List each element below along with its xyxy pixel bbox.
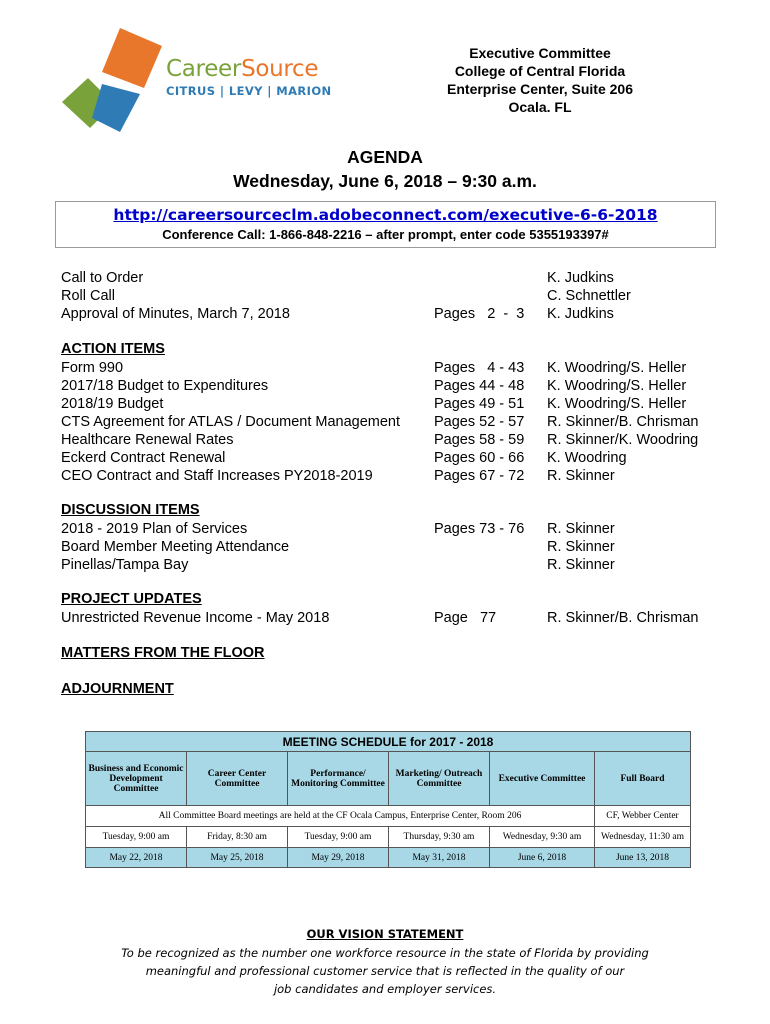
schedule-time-cell: Thursday, 9:30 am bbox=[389, 827, 490, 848]
schedule-time-cell: Wednesday, 11:30 am bbox=[595, 827, 691, 848]
agenda-item: Healthcare Renewal Rates bbox=[61, 432, 234, 448]
agenda-presenter: K. Woodring/S. Heller bbox=[547, 396, 687, 412]
agenda-presenter: R. Skinner/B. Chrisman bbox=[547, 414, 699, 430]
agenda-presenter: K. Judkins bbox=[547, 270, 614, 286]
agenda-presenter: R. Skinner bbox=[547, 521, 615, 537]
vision-line-2: meaningful and professional customer service that is reflected in the quality of our bbox=[145, 964, 625, 978]
agenda-row bbox=[0, 287, 770, 305]
agenda-row bbox=[0, 449, 770, 467]
agenda-presenter: K. Judkins bbox=[547, 306, 614, 322]
logo-text bbox=[166, 56, 332, 98]
schedule-date-cell: May 31, 2018 bbox=[389, 848, 490, 868]
agenda-presenter: R. Skinner bbox=[547, 539, 615, 555]
agenda-row bbox=[0, 305, 770, 323]
schedule-header-cell: Full Board bbox=[595, 752, 691, 806]
agenda-item: Board Member Meeting Attendance bbox=[61, 539, 290, 555]
agenda-pages: Pages 73 - 76 bbox=[434, 521, 525, 537]
agenda-item: Eckerd Contract Renewal bbox=[61, 450, 226, 466]
agenda-item: 2017/18 Budget to Expenditures bbox=[61, 378, 269, 394]
agenda-pages: Pages 67 - 72 bbox=[434, 468, 525, 484]
agenda-item: Roll Call bbox=[61, 288, 115, 304]
agenda-item: Approval of Minutes, March 7, 2018 bbox=[61, 306, 290, 322]
schedule-board-location: CF, Webber Center bbox=[595, 806, 691, 827]
meeting-schedule-table bbox=[85, 731, 691, 868]
schedule-location-note: All Committee Board meetings are held at the CF Ocala Campus, Enterprise Center, Room 206 bbox=[86, 806, 595, 827]
agenda-row bbox=[0, 269, 770, 287]
agenda-presenter: K. Woodring/S. Heller bbox=[547, 378, 687, 394]
agenda-date: Wednesday, June 6, 2018 – 9:30 a.m. bbox=[233, 171, 537, 191]
header-line-2: College of Central Florida bbox=[454, 63, 626, 79]
agenda-pages: Pages 58 - 59 bbox=[434, 432, 525, 448]
agenda-presenter: R. Skinner/B. Chrisman bbox=[547, 610, 699, 626]
agenda-item: 2018/19 Budget bbox=[61, 396, 164, 412]
logo-brand bbox=[166, 56, 332, 82]
header-line-3: Enterprise Center, Suite 206 bbox=[447, 81, 633, 97]
agenda-item: Form 990 bbox=[61, 360, 124, 376]
project-updates-heading: PROJECT UPDATES bbox=[61, 591, 202, 607]
agenda-row bbox=[0, 413, 770, 431]
vision-line-3: job candidates and employer services. bbox=[273, 982, 497, 996]
schedule-date-cell: May 22, 2018 bbox=[86, 848, 187, 868]
logo-brand-career: Career bbox=[166, 56, 242, 82]
agenda-presenter: R. Skinner/K. Woodring bbox=[547, 432, 699, 448]
conference-call-info: Conference Call: 1-866-848-2216 – after prompt, enter code 5355193397# bbox=[162, 227, 609, 242]
agenda-item: CEO Contract and Staff Increases PY2018-2019 bbox=[61, 468, 373, 484]
schedule-date-cell: May 25, 2018 bbox=[187, 848, 288, 868]
matters-from-floor-heading: MATTERS FROM THE FLOOR bbox=[61, 645, 265, 661]
agenda-title: AGENDA bbox=[347, 147, 423, 167]
schedule-date-cell: May 29, 2018 bbox=[288, 848, 389, 868]
action-items-heading: ACTION ITEMS bbox=[61, 341, 165, 357]
agenda-presenter: K. Woodring bbox=[547, 450, 627, 466]
schedule-time-cell: Tuesday, 9:00 am bbox=[288, 827, 389, 848]
agenda-pages: Pages 2 - 3 bbox=[434, 306, 525, 322]
meeting-link-box bbox=[55, 201, 716, 248]
agenda-item: Pinellas/Tampa Bay bbox=[61, 557, 189, 573]
meeting-header bbox=[410, 44, 670, 116]
header-line-1: Executive Committee bbox=[469, 45, 611, 61]
adobe-connect-link[interactable]: http://careersourceclm.adobeconnect.com/executive-6-6-2018 bbox=[113, 206, 658, 224]
agenda-presenter: K. Woodring/S. Heller bbox=[547, 360, 687, 376]
agenda-presenter: R. Skinner bbox=[547, 557, 615, 573]
logo-mark-icon bbox=[62, 28, 172, 133]
logo bbox=[62, 28, 352, 133]
agenda-row bbox=[0, 538, 770, 556]
agenda-pages: Pages 49 - 51 bbox=[434, 396, 525, 412]
schedule-header-cell: Marketing/ Outreach Committee bbox=[389, 752, 490, 806]
agenda-row bbox=[0, 467, 770, 485]
adjournment-heading: ADJOURNMENT bbox=[61, 681, 174, 697]
agenda-pages: Pages 44 - 48 bbox=[434, 378, 525, 394]
agenda-item: 2018 - 2019 Plan of Services bbox=[61, 521, 248, 537]
agenda-pages: Page 77 bbox=[434, 610, 497, 626]
schedule-time-cell: Friday, 8:30 am bbox=[187, 827, 288, 848]
agenda-pages: Pages 4 - 43 bbox=[434, 360, 525, 376]
agenda-item: CTS Agreement for ATLAS / Document Management bbox=[61, 414, 401, 430]
agenda-pages: Pages 52 - 57 bbox=[434, 414, 525, 430]
schedule-header-cell: Career Center Committee bbox=[187, 752, 288, 806]
vision-text bbox=[0, 944, 770, 998]
agenda-row bbox=[0, 395, 770, 413]
vision-title: OUR VISION STATEMENT bbox=[306, 927, 464, 941]
logo-brand-source: Source bbox=[241, 56, 319, 82]
vision-line-1: To be recognized as the number one workforce resource in the state of Florida by providing bbox=[121, 946, 649, 960]
agenda-presenter: C. Schnettler bbox=[547, 288, 631, 304]
agenda-row bbox=[0, 377, 770, 395]
schedule-header-cell: Performance/ Monitoring Committee bbox=[288, 752, 389, 806]
agenda-presenter: R. Skinner bbox=[547, 468, 615, 484]
schedule-date-cell: June 6, 2018 bbox=[490, 848, 595, 868]
schedule-time-cell: Wednesday, 9:30 am bbox=[490, 827, 595, 848]
agenda-item: Unrestricted Revenue Income - May 2018 bbox=[61, 610, 330, 626]
schedule-header-cell: Business and Economic Development Committee bbox=[86, 752, 187, 806]
agenda-row bbox=[0, 520, 770, 538]
header-line-4: Ocala. FL bbox=[508, 99, 572, 115]
schedule-date-cell: June 13, 2018 bbox=[595, 848, 691, 868]
discussion-items-heading: DISCUSSION ITEMS bbox=[61, 502, 200, 518]
schedule-header-cell: Executive Committee bbox=[490, 752, 595, 806]
agenda-row bbox=[0, 359, 770, 377]
agenda-row bbox=[0, 431, 770, 449]
schedule-title: MEETING SCHEDULE for 2017 - 2018 bbox=[86, 732, 691, 752]
agenda-item: Call to Order bbox=[61, 270, 144, 286]
logo-orange-shape bbox=[102, 28, 162, 88]
logo-subtitle: CITRUS | LEVY | MARION bbox=[166, 84, 332, 98]
agenda-row bbox=[0, 556, 770, 574]
schedule-time-cell: Tuesday, 9:00 am bbox=[86, 827, 187, 848]
agenda-row bbox=[0, 609, 770, 627]
agenda-pages: Pages 60 - 66 bbox=[434, 450, 525, 466]
